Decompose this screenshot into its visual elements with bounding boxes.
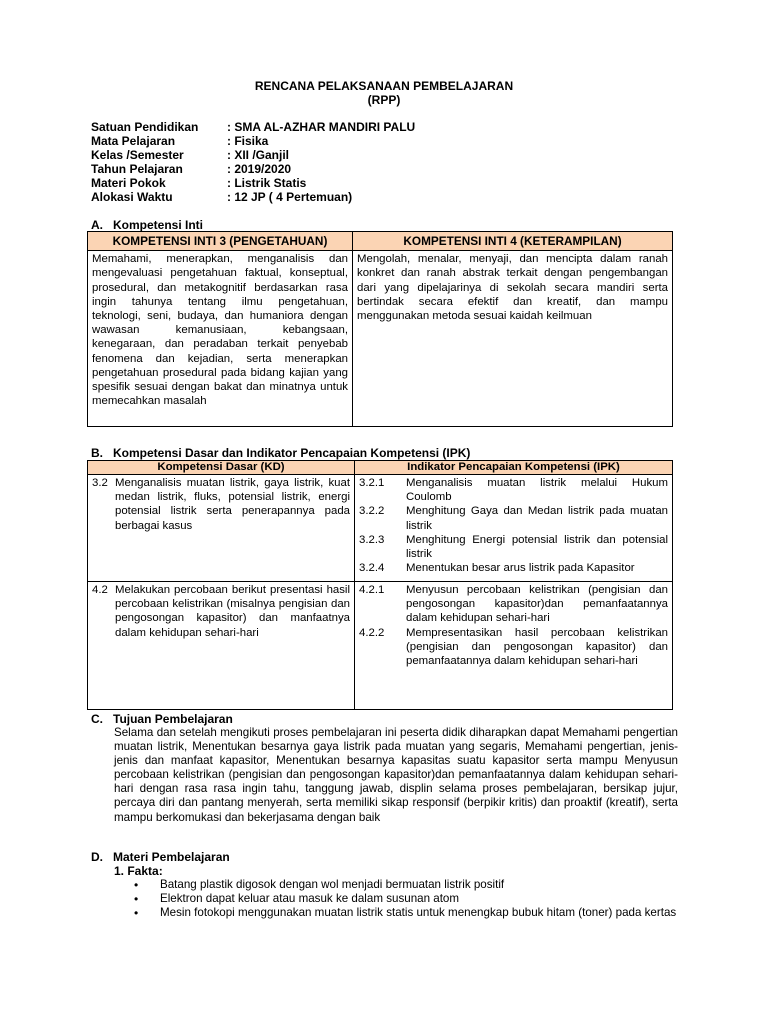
identity-value: : 12 JP ( 4 Pertemuan) [227,189,353,204]
ipk-number: 4.2.2 [359,626,385,639]
ipk-number: 3.2.2 [359,505,385,518]
ipk-text: Menyusun percobaan kelistrikan (pengisian dan pengosongan kapasitor)dan pemanfaatannya dalam kehidupan sehari-hari [406,584,668,625]
section-d-heading [91,850,230,864]
kompetensi-inti-table [87,231,673,427]
identity-row [91,163,415,177]
identity-row [91,177,415,191]
ipk-item [359,476,668,504]
kd-text: Melakukan percobaan berikut presentasi hasil percobaan kelistrikan (misalnya pengisian dan pengosongan kapasitor) dan manfaatnya dalam kehidupan sehari-hari [115,584,350,639]
ipk-item [359,583,668,626]
section-a-heading [91,218,203,232]
bullet-icon: • [134,892,139,907]
bullet-icon: • [134,878,139,892]
ipk-text: Menghitung Energi potensial listrik dan potensial listrik [406,533,668,561]
identity-value: : 2019/2020 [227,161,292,176]
ipk-text: Menghitung Gaya dan Medan listrik pada muatan listrik [406,505,668,532]
ki4-text: Mengolah, menalar, menyaji, dan mencipta dalam ranah konkret dan ranah abstrak terkait dengan pengembangan dari yang dipelajarinya di sekolah secara mandiri serta bertindak secara efektif dan kreatif, dan mampu menggunakan metoda sesuai kaidah keilmuan [353,251,673,427]
fakta-subheading: 1. Fakta: [114,864,163,878]
ipk-text: Menganalisis muatan listrik melalui Hukum Coulomb [406,477,668,504]
ipk-item [359,504,668,532]
ki3-text: Memahami, menerapkan, menganalisis dan mengevaluasi pengetahuan faktual, konseptual, prosedural, dan metakognitif berdasarkan rasa ingin tahunya tentang ilmu pengetahuan, teknologi, seni, budaya, dan humaniora dengan wawasan kemanusiaan, kebangsaan, kenegaraan, dan peradaban terkait penyebab fenomena dan kejadian, serta menerapkan pengetahuan prosedural pada bidang kajian yang spesifik sesuai dengan bakat dan minatnya untuk memecahkan masalah [88,251,353,427]
identity-value: : XII /Ganjil [227,147,290,162]
identity-label: Alokasi Waktu [91,189,173,204]
kd-number: 3.2 [92,477,108,489]
identity-label: Satuan Pendidikan [91,120,199,134]
ki3-header: KOMPETENSI INTI 3 (PENGETAHUAN) [88,232,353,251]
identity-row [91,135,415,149]
identity-label: Tahun Pelajaran [91,161,183,176]
list-item-text: Mesin fotokopi menggunakan muatan listrik statis untuk menengkap bubuk hitam (toner) pada kertas [160,906,677,920]
ipk-header: Indikator Pencapaian Kompetensi (IPK) [355,461,673,475]
identity-label: Materi Pokok [91,175,166,190]
kd-ipk-table [87,460,673,710]
doc-title: RENCANA PELAKSANAAN PEMBELAJARAN [254,79,514,93]
doc-subtitle: (RPP) [367,93,401,107]
list-item-text: Batang plastik digosok dengan wol menjadi bermuatan listrik positif [160,878,505,891]
list-item [134,878,678,892]
ipk-number: 3.2.1 [359,477,385,489]
section-c-heading [91,712,233,726]
identity-row [91,191,415,205]
ipk-text: Menentukan besar arus listrik pada Kapasitor [406,562,635,575]
list-item-text: Elektron dapat keluar atau masuk ke dalam susunan atom [160,892,460,906]
kd-header: Kompetensi Dasar (KD) [88,461,355,475]
section-b-heading [91,446,470,460]
tujuan-paragraph: Selama dan setelah mengikuti proses pembelajaran ini peserta didik diharapkan dapat Memahami pengertian muatan listrik, Menentukan besarnya gaya listrik pada muatan yang segaris, Memahami pengertian, jenis-jenis dan manfaat kapasitor, Menentukan besarnya kapasitas suatu kapasitor serta mampu Menyusun percobaan kelistrikan (pengisian dan pengosongan kapasitor)dan pemanfaatannya dalam kehidupan sehari-hari dengan rasa rasa ingin tahu, tanggung jawab, displin selama proses pembelajaran, bersikap jujur, percaya diri dan pantang menyerah, serta memiliki sikap responsif (berpikir kritis) dan proaktif (kreatif), serta mampu berkomukasi dan bekerjasama dengan baik [114,726,678,824]
identity-block [91,121,415,204]
ipk-text: Mempresentasikan hasil percobaan kelistrikan (pengisian dan pengosongan kapasitor) dan pemanfaatannya dalam kehidupan sehari-hari [406,626,668,668]
identity-row [91,149,415,163]
identity-row [91,121,415,135]
ipk-item [359,626,668,669]
kd-row [88,475,673,582]
identity-label: Mata Pelajaran [91,133,176,148]
section-title: Materi Pembelajaran [113,850,230,864]
ipk-item [359,561,668,575]
section-title: Kompetensi Inti [113,218,204,232]
section-number: D. [91,850,103,864]
kd-row [88,582,673,710]
ki4-header: KOMPETENSI INTI 4 (KETERAMPILAN) [353,232,673,251]
kd-text: Menganalisis muatan listrik, gaya listrik, kuat medan listrik, fluks, potensial listrik, energi potensial listrik serta penerapannya pada berbagai kasus [115,477,350,532]
section-number: A. [91,218,103,232]
ipk-item [359,533,668,561]
identity-value: : Listrik Statis [227,175,307,190]
section-number: C. [91,712,103,726]
kd-item [92,476,350,533]
identity-value: : Fisika [227,133,269,148]
identity-label: Kelas /Semester [91,147,184,162]
section-title: Kompetensi Dasar dan Indikator Pencapaian Kompetensi (IPK) [113,446,471,460]
list-item [134,892,678,906]
fakta-list [134,878,678,920]
ipk-number: 3.2.3 [359,533,385,546]
section-title: Tujuan Pembelajaran [113,712,233,726]
bullet-icon: • [134,906,139,921]
identity-value: : SMA AL-AZHAR MANDIRI PALU [227,120,416,134]
kd-item [92,583,350,640]
section-number: B. [91,446,103,460]
kd-number: 4.2 [92,584,108,596]
ipk-number: 4.2.1 [359,584,385,596]
ipk-number: 3.2.4 [359,562,385,575]
list-item [134,906,678,920]
